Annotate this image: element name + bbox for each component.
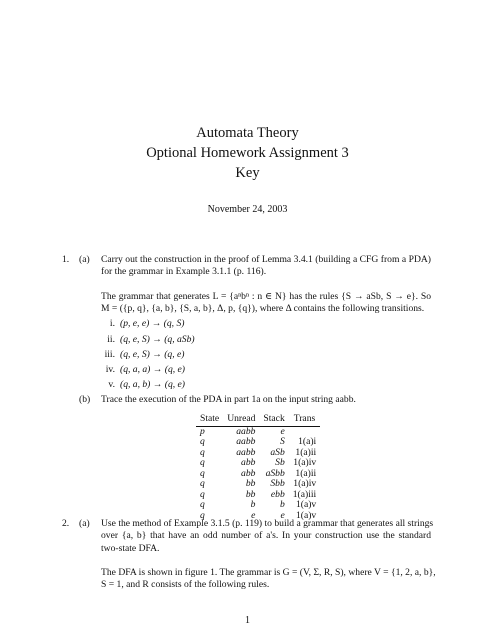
state-cell: q	[200, 478, 205, 490]
problem-1a-question-line-2: for the grammar in Example 3.1.1 (p. 116).	[101, 266, 267, 278]
trans-cell: 1(a)iv	[293, 457, 317, 469]
problem-1a-answer-line-2: M = ({p, q}, {a, b}, {S, a, b}, Δ, p, {q}), where Δ contains the following transitions.	[101, 303, 425, 315]
problem-2a-answer-line-2: S = 1, and R consists of the following rules.	[101, 579, 270, 591]
problem-2a-answer-line-1: The DFA is shown in figure 1. The grammar is G = (V, Σ, R, S), where V = {1, 2, a, b},	[101, 567, 436, 578]
state-cell: q	[200, 457, 205, 469]
column-header-stack: Stack	[259, 414, 288, 426]
state-cell: p	[200, 425, 205, 437]
transition-rule: (q, e, S) → (q, aSb)	[120, 334, 195, 345]
trans-cell: 1(a)v	[295, 499, 317, 511]
problem-2a-question-line-1: Use the method of Example 3.1.5 (p. 119) to build a grammar that generates all strings	[101, 518, 434, 529]
transition-number: iii.	[104, 349, 115, 360]
column-header-trans: Trans	[289, 414, 320, 426]
state-cell: q	[200, 499, 205, 511]
transition-rule: (p, e, e) → (q, S)	[120, 318, 185, 329]
trans-cell: 1(a)iii	[292, 488, 317, 500]
transition-number: iv.	[105, 364, 115, 375]
trans-cell: 1(a)v	[295, 509, 317, 521]
problem-1b-question-line: Trace the execution of the PDA in part 1a on the input string aabb.	[101, 394, 356, 405]
state-cell: q	[200, 446, 205, 458]
stack-cell: e	[280, 425, 285, 437]
stack-cell: Sbb	[270, 478, 285, 490]
problem-1a-label: (a)	[79, 254, 90, 265]
trans-cell: 1(a)iv	[293, 478, 317, 490]
state-cell: q	[200, 467, 205, 479]
problem-2a-label: (a)	[79, 518, 90, 529]
problem-1a-answer	[101, 291, 431, 316]
stack-cell: ebb	[270, 488, 285, 500]
state-cell: q	[200, 509, 205, 521]
unread-cell: bb	[245, 478, 256, 490]
transition-rule: (q, e, S) → (q, e)	[120, 349, 185, 360]
transition-rule: (q, a, a) → (q, e)	[120, 364, 186, 375]
transition-number: i.	[109, 318, 115, 329]
stack-cell: S	[279, 436, 285, 448]
stack-cell: b	[279, 499, 285, 511]
problem-1a-question-line-1: Carry out the construction in the proof of Lemma 3.4.1 (building a CFG from a PDA)	[101, 254, 431, 265]
document-title-line-1: Automata Theory	[196, 125, 299, 141]
problem-2a-question-line-3: two-state DFA.	[101, 542, 160, 554]
document-title-line-2: Optional Homework Assignment 3	[146, 145, 349, 161]
problem-1a-answer-line-1: The grammar that generates L = {aⁿbⁿ : n ∈ N} has the rules {S → aSb, S → e}. So	[101, 291, 431, 302]
column-header-state: State	[196, 414, 223, 426]
unread-cell: e	[251, 509, 256, 521]
stack-cell: Sb	[275, 457, 285, 469]
unread-cell: bb	[245, 488, 256, 500]
problem-1a-question	[101, 254, 431, 279]
trans-cell: 1(a)i	[298, 436, 317, 448]
problem-2a-question	[101, 518, 434, 555]
problem-1b-label: (b)	[79, 394, 91, 405]
table-row	[196, 437, 320, 448]
problem-2a-answer	[101, 567, 436, 592]
trans-cell: 1(a)ii	[295, 467, 317, 479]
problem-2a-question-line-2: over {a, b} that have an odd number of a's. In your construction use the standard	[101, 530, 431, 542]
unread-cell: aabb	[236, 425, 256, 437]
problem-1b-question	[101, 394, 431, 406]
unread-cell: abb	[241, 467, 256, 479]
stack-cell: aSbb	[265, 467, 285, 479]
transition-number: v.	[108, 379, 115, 390]
unread-cell: abb	[241, 457, 256, 469]
pda-trace-table	[196, 414, 320, 521]
column-header-unread: Unread	[223, 414, 259, 426]
state-cell: q	[200, 436, 205, 448]
transition-number: ii.	[107, 334, 115, 345]
document-title-line-3: Key	[235, 165, 260, 181]
table-header-row	[196, 414, 320, 426]
transition-rule: (q, a, b) → (q, e)	[120, 379, 186, 390]
unread-cell: aabb	[236, 446, 256, 458]
unread-cell: aabb	[236, 436, 256, 448]
problem-2-number: 2.	[62, 518, 70, 529]
unread-cell: b	[250, 499, 256, 511]
stack-cell: aSb	[270, 446, 285, 458]
problem-1-number: 1.	[62, 254, 70, 265]
state-cell: q	[200, 488, 205, 500]
page-number: 1	[245, 615, 250, 626]
trans-cell: 1(a)ii	[295, 446, 317, 458]
document-date: November 24, 2003	[207, 204, 288, 215]
stack-cell: e	[280, 509, 285, 521]
